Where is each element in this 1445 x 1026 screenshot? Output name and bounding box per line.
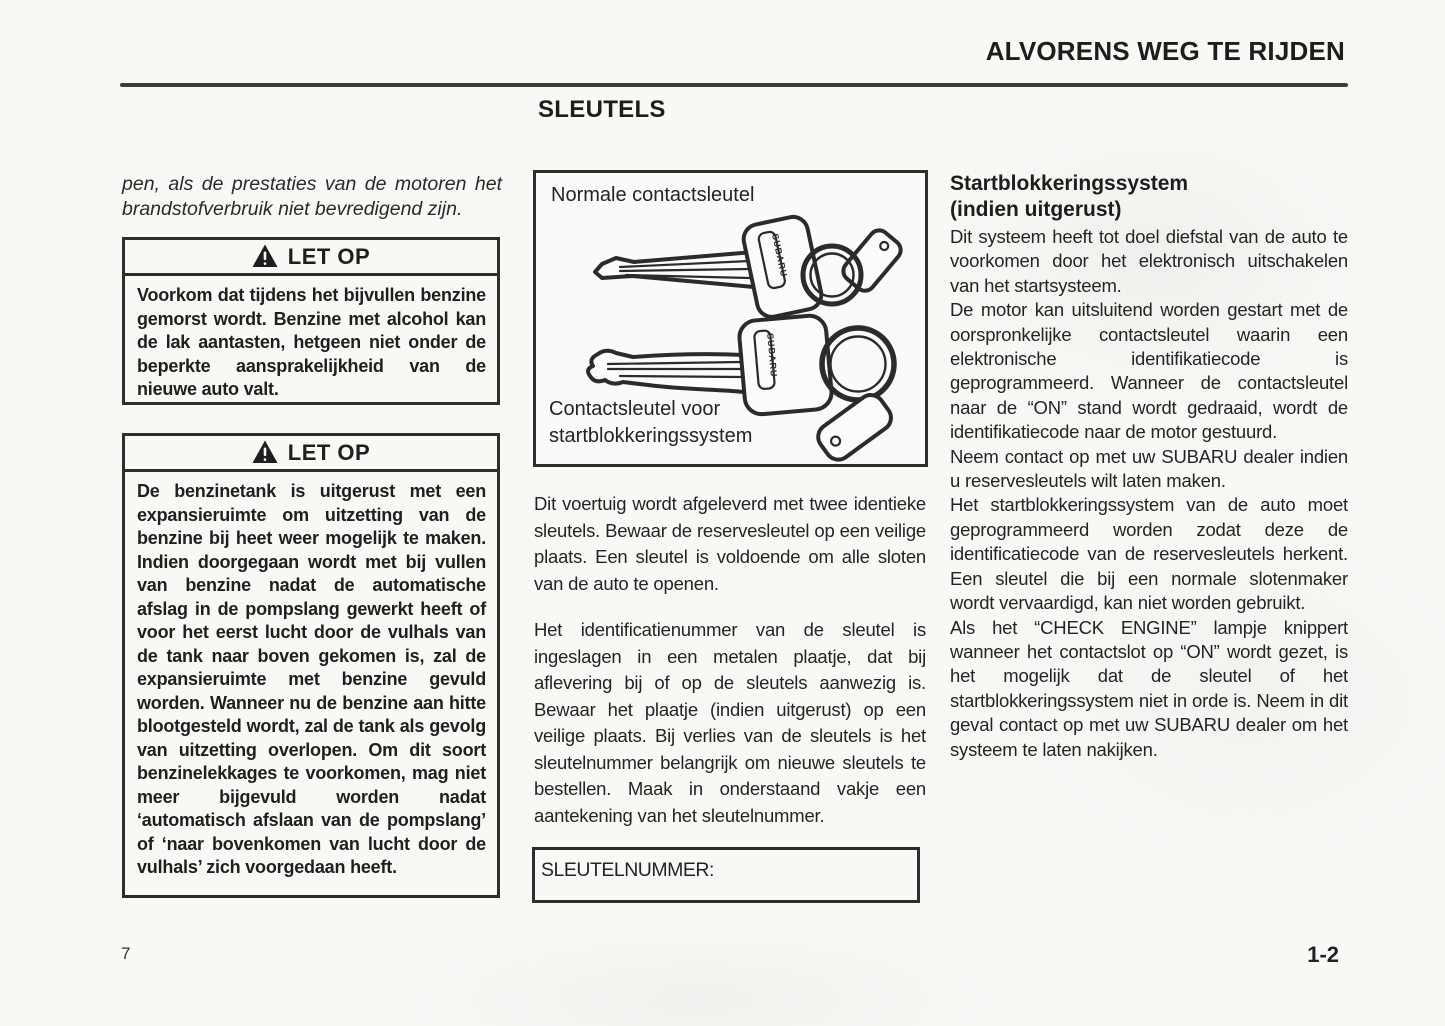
key-brand-text: SUBARU [770,232,790,279]
page-title: SLEUTELS [538,96,666,123]
caution-text: Voorkom dat tijdens het bijvullen benzine gemorst wordt. Benzine met alcohol kan de lak aantasten, hetgeen niet onder de beperkte aansprakelijkheid van de nieuwe auto valt. [137,285,486,399]
normal-key-icon [595,214,905,319]
key-number-label: SLEUTELNUMMER: [541,859,714,881]
caution-header [125,240,497,276]
section-heading-line1: Startblokkeringssystem [950,172,1189,195]
chapter-header: ALVORENS WEG TE RIJDEN [985,36,1345,66]
key-brand-text: SUBARU [765,332,780,378]
figure-label-line2: startblokkeringssystem [549,425,753,447]
section-heading [950,171,1348,223]
caution-text: De benzinetank is uitgerust met een expansieruimte om uitzetting van de benzine bij heet weer mogelijk te maken. Indien doorgegaan wordt met bij vullen van benzine nadat de automatische afslag in de pompslang gewerkt heeft of voor het eerst lucht door de vulhals van de tank naar boven gekomen is, zal de expansieruimte met benzine gevuld worden. Wanneer nu de benzine aan hitte blootgesteld wordt, zal de tank als gevolg van uitzetting overlopen. Om dit soort benzinelekkages te voorkomen, mag niet meer bijgevuld worden nadat ‘automatisch afslaan van de pompslang’ of ‘naar bovenkomen van lucht door de vulhals’ zich voorgedaan heeft. [137,481,486,877]
page-number: 7 [121,944,131,963]
caution-label: LET OP [287,243,371,269]
section-heading-line2: (indien uitgerust) [950,198,1122,221]
caution-header [125,436,497,472]
paragraph-two-keys: Dit voertuig wordt afgeleverd met twee identieke sleutels. Bewaar de reservesleutel op een veilige plaats. Een sleutel is voldoende om alle sloten van de auto te openen. [534,493,926,594]
section-paragraph: De motor kan uitsluitend worden gestart met de oorspronkelijke contactsleutel waarin een elektronische identifikatiecode is geprogrammeerd. Wanneer de contactsleutel naar de “ON” stand wordt gedraaid, wordt de identifikatiecode naar de motor gestuurd. [950,299,1348,443]
warning-triangle-icon [252,244,278,268]
section-page-number: 1-2 [1307,942,1339,967]
figure-label-normal-key: Normale contactsleutel [551,184,755,206]
header-divider [120,83,1348,87]
paragraph-key-number: Het identificatienummer van de sleutel is ingeslagen in een metalen plaatje, dat bij aflevering bij of op de sleutels aanwezig is. Bewaar het plaatje (indien uitgerust) op een veilige plaats. Bij verlies van de sleutels is het sleutelnummer belangrijk om nieuwe sleutels te bestellen. Maak in onderstaand vakje een aantekening van het sleutelnummer. [534,619,926,826]
key-number-box [532,847,920,903]
figure-label-immobiliser-key [549,396,752,450]
warning-triangle-icon [252,440,278,464]
section-paragraph: Dit systeem heeft tot doel diefstal van de auto te voorkomen door het elektronisch uitschakelen van het startsysteem. [950,226,1348,296]
caution-label: LET OP [287,439,371,465]
section-paragraph: Het startblokkeringssystem van de auto moet geprogrammeerd worden zodat deze de identificatiecode van de reservesleutels herkent. Een sleutel die bij een normale slotenmaker wordt vervaardigd, kan niet worden gebruikt. [950,494,1348,614]
immobiliser-section [950,171,1348,762]
intro-text: pen, als de prestaties van de motoren het brandstofverbruik niet bevredigend zijn. [122,173,502,220]
caution-box-fuel-tank [122,433,500,898]
caution-box-fuel-spill [122,237,500,405]
section-paragraph: Neem contact op met uw SUBARU dealer indien u reservesleutels wilt laten maken. [950,445,1348,492]
figure-label-line1: Contactsleutel voor [549,398,721,420]
keys-figure [533,170,928,467]
section-paragraph: Als het “CHECK ENGINE” lampje knippert wanneer het contactslot op “ON” wordt gezet, is het mogelijk dat de sleutel of het startblokkeringssystem niet in orde is. Neem in dit geval contact op met uw SUBARU dealer om het systeem te laten nakijken. [950,616,1348,760]
